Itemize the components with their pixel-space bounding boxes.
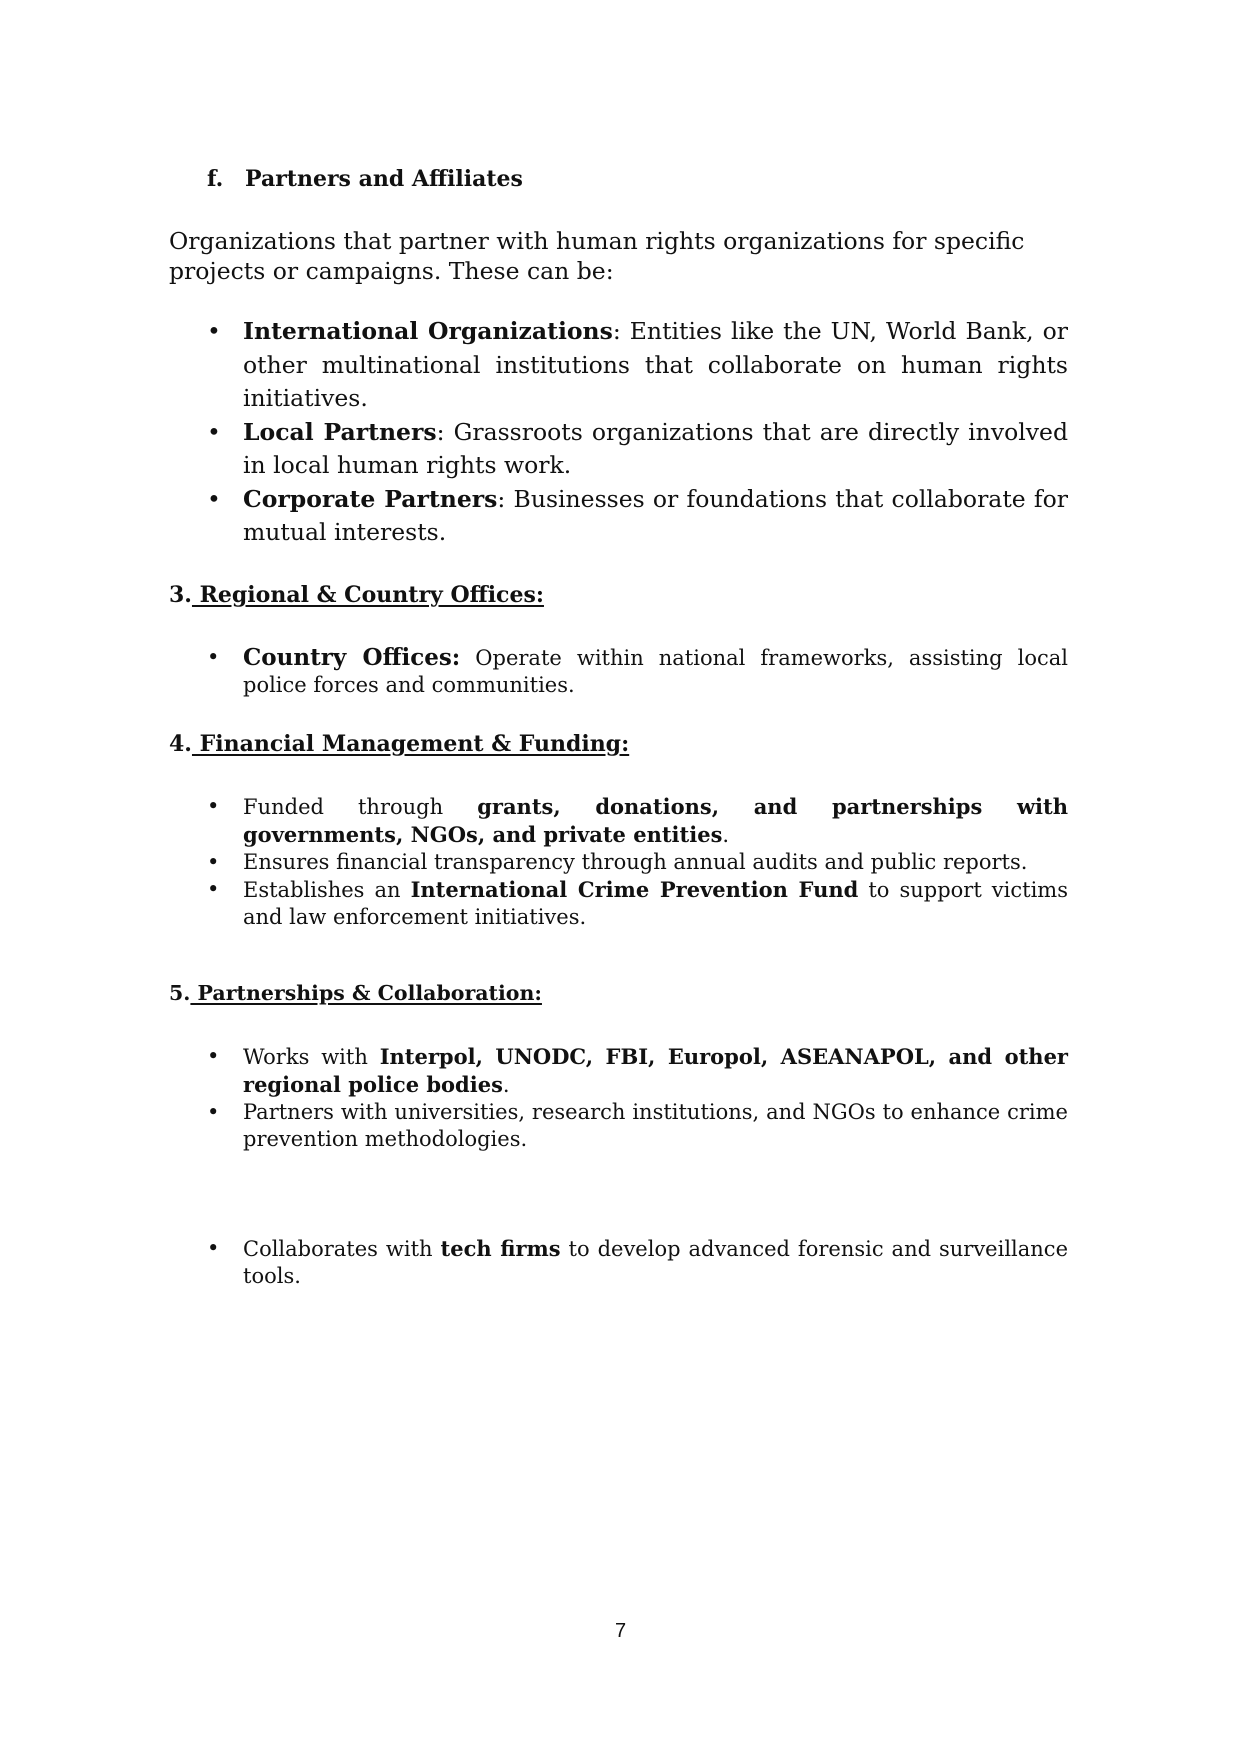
list-item	[207, 644, 1068, 699]
subsection-heading	[207, 166, 523, 192]
list-item	[207, 793, 1068, 849]
bullet-icon: •	[207, 317, 221, 345]
list-item-emphasis: Interpol, UNODC, FBI, Europol, ASEANAPOL, and other regional police bodies	[243, 1044, 1068, 1097]
section-5-extra-list	[207, 1235, 1068, 1290]
section-4-list	[207, 793, 1068, 931]
list-item-term: Corporate Partners	[243, 484, 498, 513]
list-item	[207, 849, 1068, 876]
bullet-icon: •	[207, 1044, 220, 1068]
list-item-text-end: .	[502, 1073, 510, 1097]
list-item-text: Collaborates with	[243, 1237, 441, 1261]
section-number: 3.	[169, 582, 192, 608]
section-3-list	[207, 644, 1068, 699]
section-title: Partnerships & Collaboration:	[190, 981, 542, 1005]
list-item-text: Funded through	[243, 795, 478, 819]
subsection-title: Partners and Affiliates	[245, 166, 523, 192]
subsection-letter: f.	[207, 166, 224, 192]
section-3-heading	[169, 582, 544, 608]
list-item-text: Partners with universities, research institutions, and NGOs to enhance crime prevention methodologies.	[243, 1100, 1068, 1151]
list-item	[207, 1235, 1068, 1290]
intro-paragraph: Organizations that partner with human rights organizations for specific projects or campaigns. These can be:	[169, 227, 1025, 285]
list-item-term: Country Offices:	[243, 644, 461, 671]
list-item	[207, 416, 1068, 483]
page-number: 7	[614, 1620, 627, 1642]
bullet-icon: •	[207, 484, 221, 513]
list-item-term: Local Partners	[243, 417, 437, 446]
section-title: Financial Management & Funding:	[191, 731, 630, 757]
bullet-icon: •	[207, 877, 220, 901]
list-item-emphasis: grants, donations, and partnerships with governments, NGOs, and private entities	[243, 794, 1068, 847]
list-item-text: : Grassroots organizations that are directly involved in local human rights work.	[243, 417, 1068, 479]
bullet-icon: •	[207, 1100, 220, 1124]
partner-types-list	[207, 315, 1068, 550]
section-number: 4.	[169, 731, 192, 757]
bullet-icon: •	[207, 794, 220, 818]
list-item-text: Operate within national frameworks, assisting local police forces and communities.	[243, 646, 1068, 697]
section-4-heading	[169, 731, 629, 757]
bullet-icon: •	[207, 645, 220, 669]
list-item-text: Works with	[243, 1045, 380, 1069]
list-item-emphasis: International Crime Prevention Fund	[410, 877, 859, 902]
section-number: 5.	[169, 981, 191, 1005]
list-item-text: : Businesses or foundations that collaborate for mutual interests.	[243, 484, 1068, 546]
bullet-icon: •	[207, 1236, 220, 1260]
list-item-text-end: .	[722, 823, 730, 847]
list-item	[207, 483, 1068, 550]
list-item-text-end: to develop advanced forensic and surveillance tools.	[243, 1237, 1068, 1288]
section-5-list	[207, 1043, 1068, 1153]
section-title: Regional & Country Offices:	[191, 582, 544, 608]
list-item-text: : Entities like the UN, World Bank, or other multinational institutions that collaborate on human rights initiatives.	[243, 317, 1068, 412]
list-item-term: International Organizations	[243, 317, 613, 345]
list-item	[207, 1099, 1068, 1153]
list-item	[207, 876, 1068, 931]
list-item-text: Ensures financial transparency through annual audits and public reports.	[243, 850, 1028, 874]
list-item-text-end: to support victims and law enforcement initiatives.	[243, 878, 1068, 929]
section-5-heading	[169, 981, 542, 1005]
bullet-icon: •	[207, 417, 221, 446]
list-item-text: Establishes an	[243, 878, 411, 902]
list-item-emphasis: tech firms	[440, 1236, 561, 1261]
list-item	[207, 1043, 1068, 1099]
bullet-icon: •	[207, 850, 220, 874]
list-item	[207, 315, 1068, 416]
